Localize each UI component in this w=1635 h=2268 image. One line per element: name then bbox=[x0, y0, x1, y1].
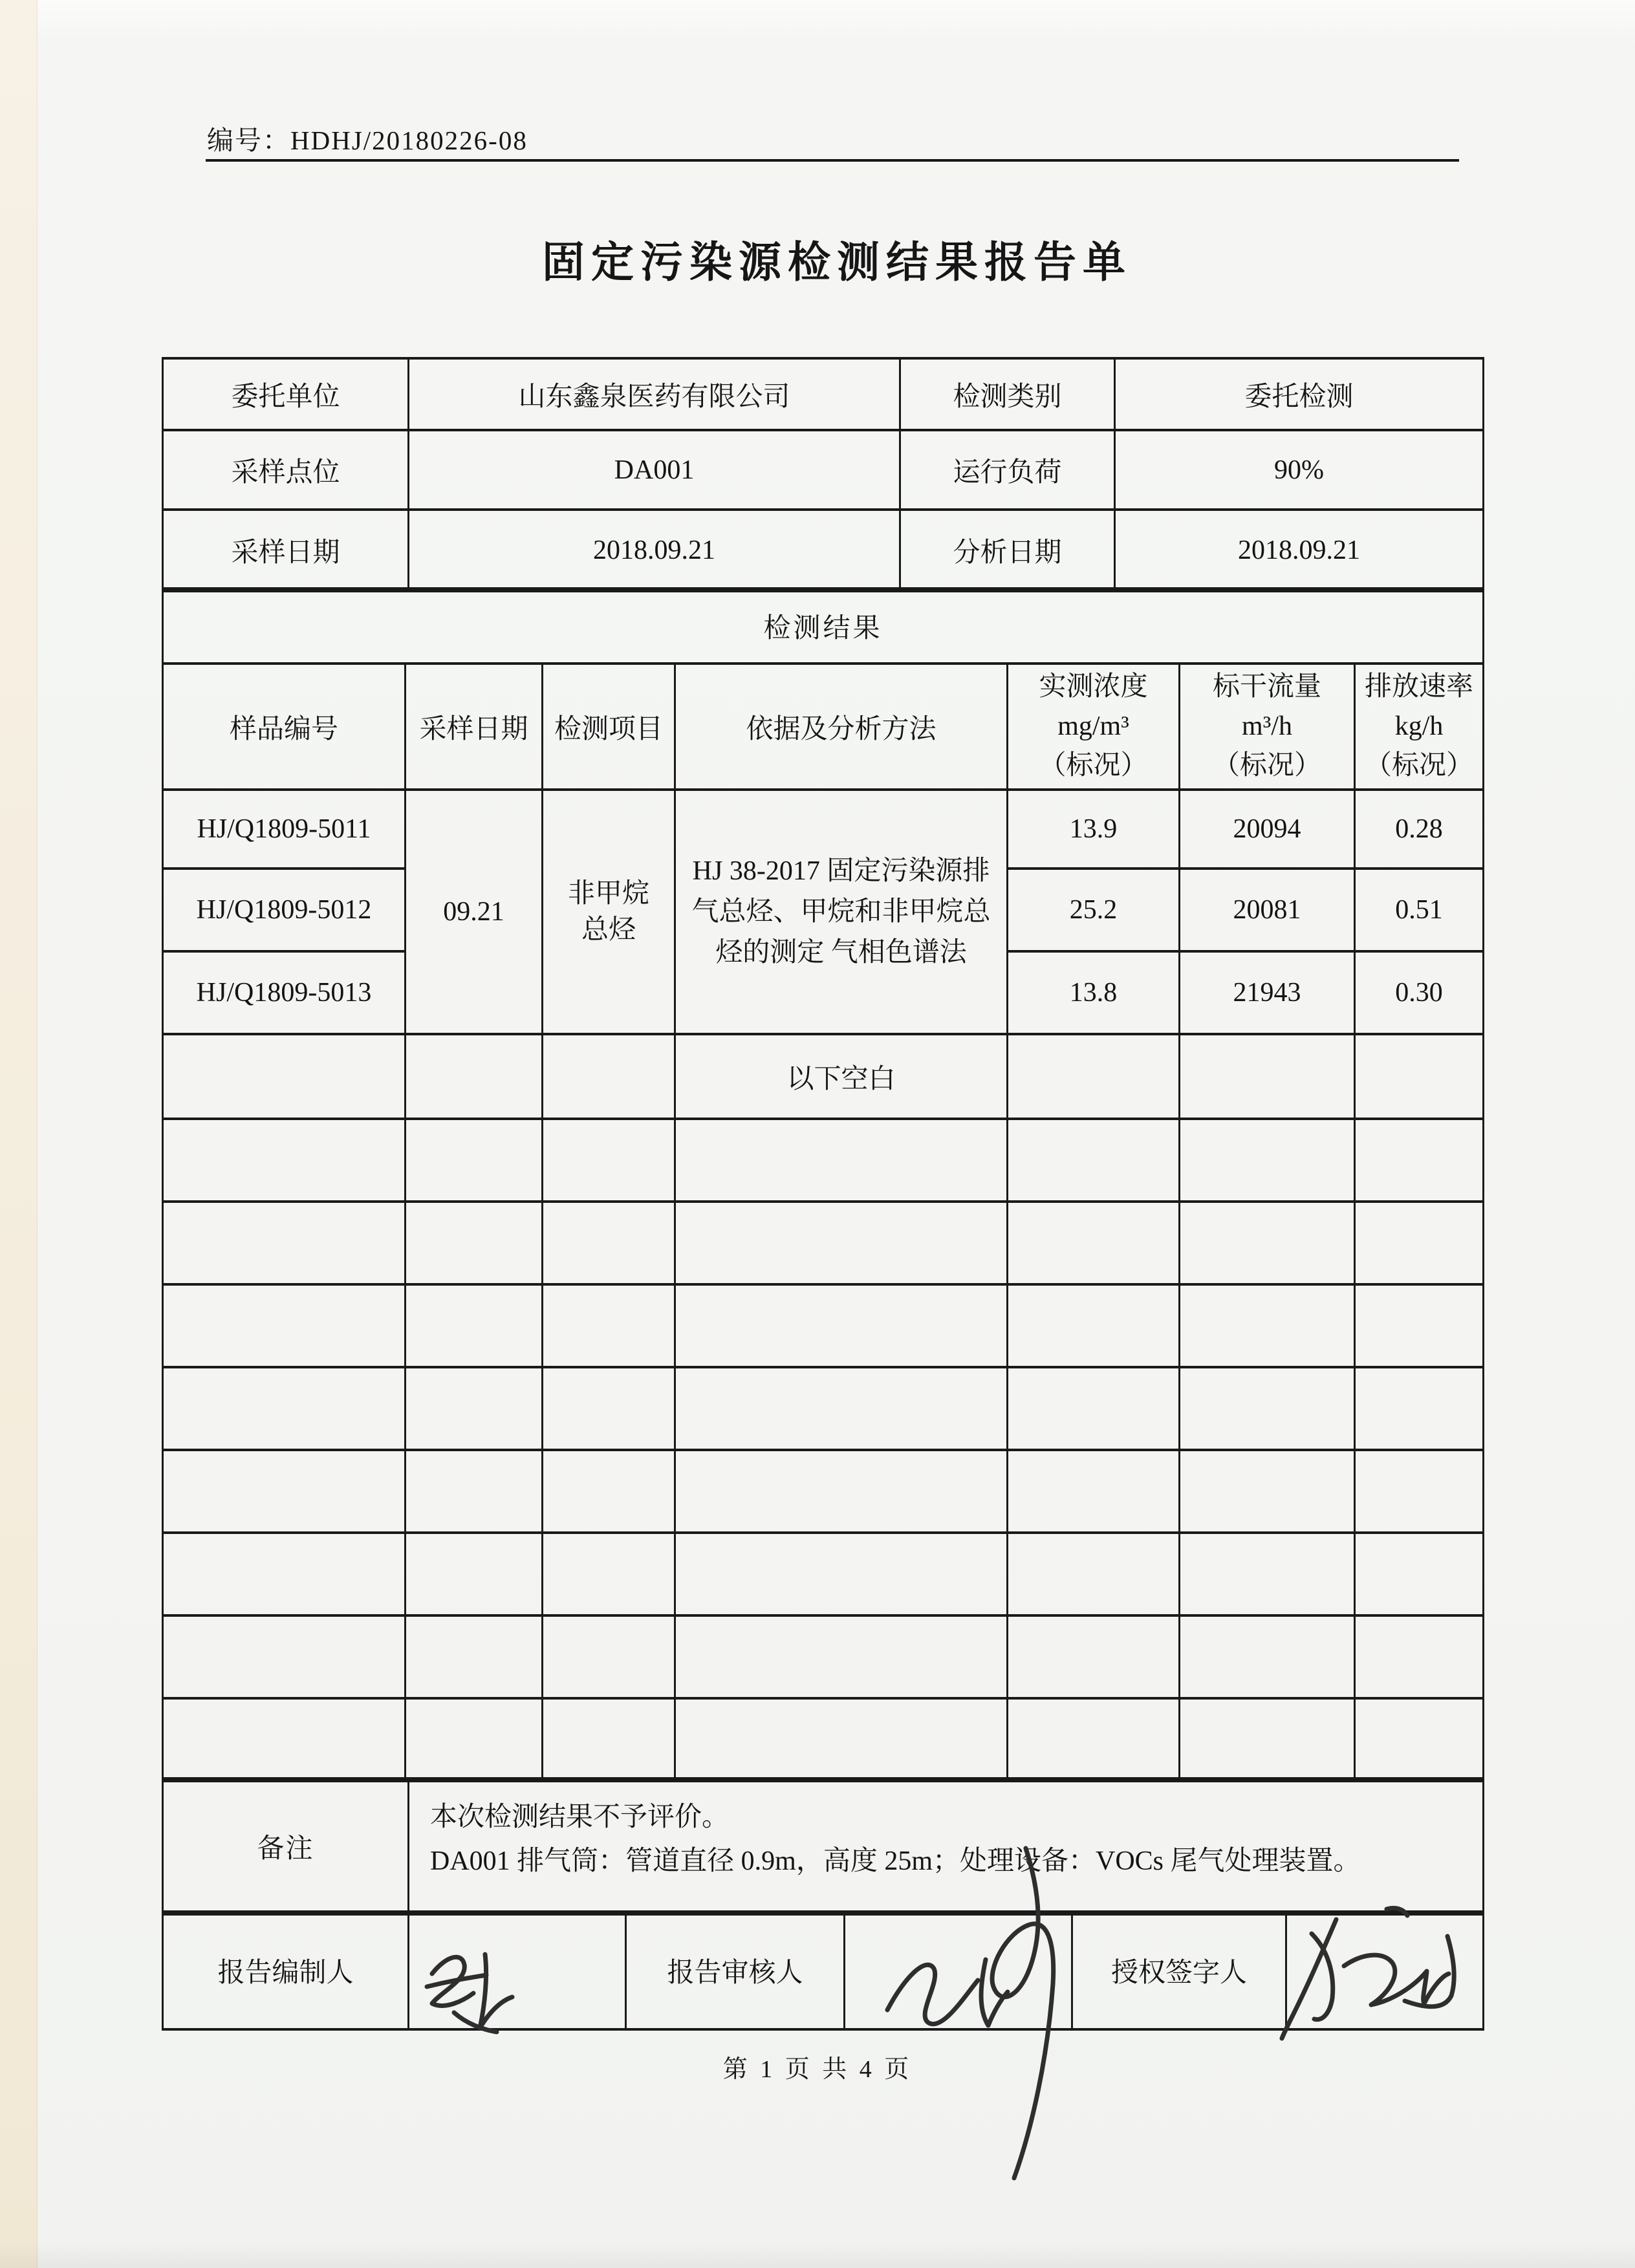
sample-concentration: 13.8 bbox=[1008, 951, 1180, 1034]
authorizer-signature-cell bbox=[1286, 1912, 1484, 2029]
sample-id: HJ/Q1809-5011 bbox=[163, 790, 406, 869]
signature-table bbox=[162, 1910, 1484, 2031]
empty-row bbox=[163, 1615, 1484, 1698]
blank-note: 以下空白 bbox=[675, 1034, 1008, 1119]
value-sampling-point: DA001 bbox=[409, 430, 900, 510]
value-sampling-date: 2018.09.21 bbox=[409, 510, 900, 591]
preparer-signature-cell bbox=[409, 1912, 626, 2029]
col-header-rate: 排放速率 kg/h （标况） bbox=[1355, 664, 1484, 790]
shared-sample-date: 09.21 bbox=[406, 790, 543, 1034]
label-test-category: 检测类别 bbox=[900, 358, 1115, 430]
col-header-concentration: 实测浓度 mg/m³ （标况） bbox=[1008, 664, 1180, 790]
document-number: 编号：HDHJ/20180226-08 bbox=[207, 125, 528, 155]
col-header-item: 检测项目 bbox=[543, 664, 675, 790]
results-header-row bbox=[163, 664, 1484, 790]
label-operating-load: 运行负荷 bbox=[900, 430, 1115, 510]
sample-row bbox=[163, 790, 1484, 869]
shared-method: HJ 38-2017 固定污染源排 气总烃、甲烷和非甲烷总 烃的测定 气相色谱法 bbox=[675, 790, 1008, 1034]
reviewer-signature-cell bbox=[845, 1912, 1072, 2029]
document-number-underline bbox=[206, 159, 1459, 162]
blank-note-row bbox=[163, 1034, 1484, 1119]
col-header-method: 依据及分析方法 bbox=[675, 664, 1008, 790]
remark-line: DA001 排气筒：管道直径 0.9m，高度 25m；处理设备：VOCs 尾气处理装置。 bbox=[430, 1846, 1361, 1877]
label-sampling-point: 采样点位 bbox=[163, 430, 409, 510]
page-title: 固定污染源检测结果报告单 bbox=[542, 239, 1132, 286]
table-row bbox=[163, 358, 1484, 430]
sample-flow: 20081 bbox=[1180, 869, 1355, 951]
remark-table bbox=[162, 1777, 1484, 1916]
results-section-title: 检测结果 bbox=[163, 589, 1484, 664]
signature-row bbox=[163, 1912, 1484, 2029]
col-header-flow: 标干流量 m³/h （标况） bbox=[1180, 664, 1355, 790]
value-analysis-date: 2018.09.21 bbox=[1115, 510, 1484, 591]
preparer-label: 报告编制人 bbox=[163, 1912, 409, 2029]
remark-content bbox=[409, 1778, 1484, 1914]
value-test-category: 委托检测 bbox=[1115, 358, 1484, 430]
sample-rate: 0.51 bbox=[1355, 869, 1484, 951]
reviewer-label: 报告审核人 bbox=[626, 1912, 845, 2029]
table-row bbox=[163, 430, 1484, 510]
empty-row bbox=[163, 1284, 1484, 1367]
authorizer-label: 授权签字人 bbox=[1072, 1912, 1286, 2029]
empty-row bbox=[163, 1202, 1484, 1284]
sample-flow: 21943 bbox=[1180, 951, 1355, 1034]
section-title-row bbox=[163, 589, 1484, 664]
sample-concentration: 25.2 bbox=[1008, 869, 1180, 951]
results-table bbox=[162, 587, 1484, 1782]
label-client: 委托单位 bbox=[163, 358, 409, 430]
sample-concentration: 13.9 bbox=[1008, 790, 1180, 869]
col-header-sample-date: 采样日期 bbox=[406, 664, 543, 790]
scan-edge-strip bbox=[0, 0, 38, 2268]
empty-row bbox=[163, 1119, 1484, 1202]
label-sampling-date: 采样日期 bbox=[163, 510, 409, 591]
sample-rate: 0.30 bbox=[1355, 951, 1484, 1034]
sample-flow: 20094 bbox=[1180, 790, 1355, 869]
col-header-sample-id: 样品编号 bbox=[163, 664, 406, 790]
empty-row bbox=[163, 1698, 1484, 1781]
remark-line: 本次检测结果不予评价。 bbox=[430, 1802, 730, 1832]
sample-rate: 0.28 bbox=[1355, 790, 1484, 869]
empty-row bbox=[163, 1450, 1484, 1533]
sample-id: HJ/Q1809-5013 bbox=[163, 951, 406, 1034]
empty-row bbox=[163, 1367, 1484, 1450]
scan-bottom-shadow bbox=[0, 2242, 1635, 2268]
page-number-footer: 第 1 页 共 4 页 bbox=[722, 2056, 913, 2083]
value-client: 山东鑫泉医药有限公司 bbox=[409, 358, 900, 430]
shared-test-item: 非甲烷 总烃 bbox=[543, 790, 675, 1034]
value-operating-load: 90% bbox=[1115, 430, 1484, 510]
label-analysis-date: 分析日期 bbox=[900, 510, 1115, 591]
sample-id: HJ/Q1809-5012 bbox=[163, 869, 406, 951]
remark-row bbox=[163, 1778, 1484, 1914]
info-table bbox=[162, 357, 1484, 592]
table-row bbox=[163, 510, 1484, 591]
remark-label: 备注 bbox=[163, 1778, 409, 1914]
empty-row bbox=[163, 1533, 1484, 1615]
